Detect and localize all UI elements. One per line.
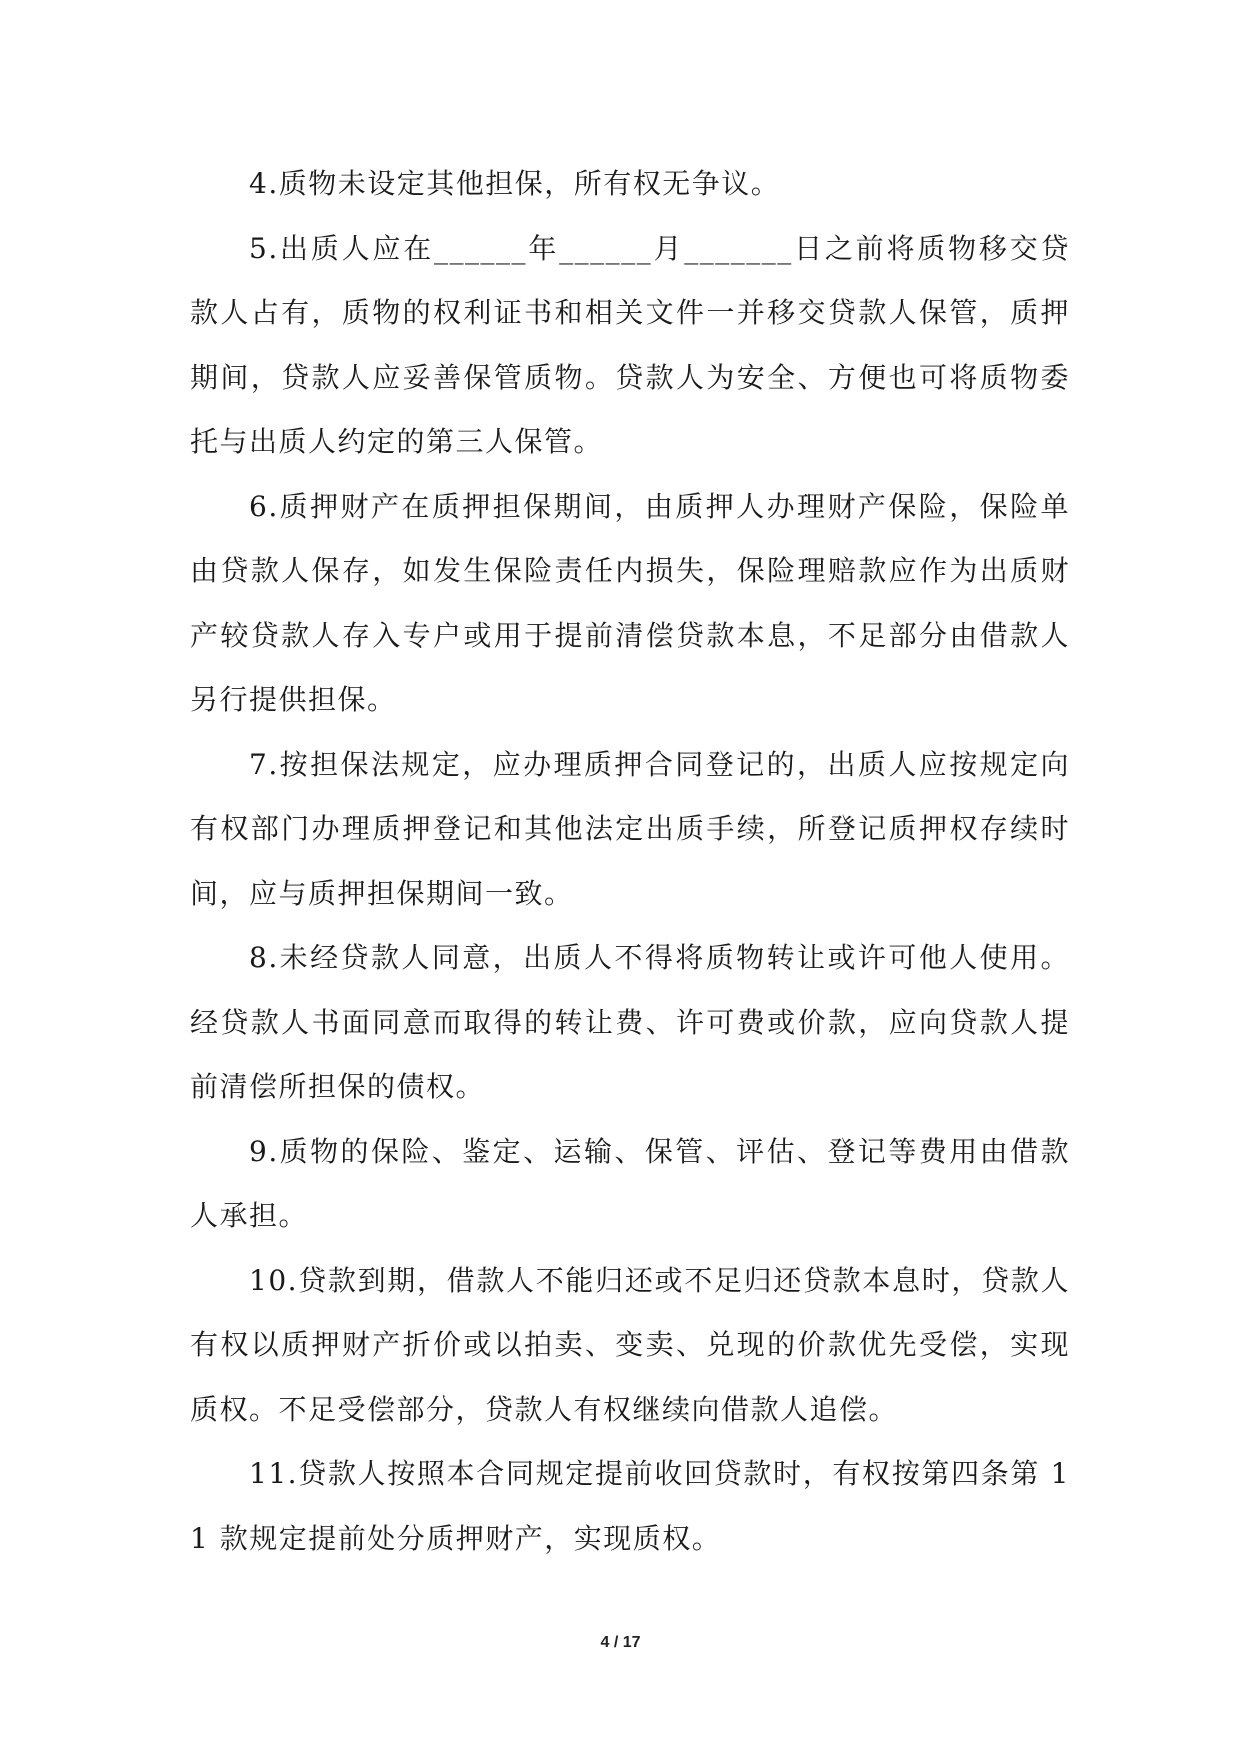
document-body [190, 152, 1070, 1571]
clause-7: 7.按担保法规定，应办理质押合同登记的，出质人应按规定向有权部门办理质押登记和其他法定出质手续，所登记质押权存续时间，应与质押担保期间一致。 [190, 747, 1070, 910]
clause-11: 11.贷款人按照本合同规定提前收回贷款时，有权按第四条第 11 款规定提前处分质押财产，实现质权。 [190, 1457, 1070, 1555]
clause-9: 9.质物的保险、鉴定、运输、保管、评估、登记等费用由借款人承担。 [190, 1134, 1070, 1232]
clause-8: 8.未经贷款人同意，出质人不得将质物转让或许可他人使用。经贷款人书面同意而取得的转让费、许可费或价款，应向贷款人提前清偿所担保的债权。 [190, 941, 1070, 1103]
clause-10: 10.贷款到期，借款人不能归还或不足归还贷款本息时，贷款人有权以质押财产折价或以拍卖、变卖、兑现的价款优先受偿，实现质权。不足受偿部分，贷款人有权继续向借款人追偿。 [190, 1263, 1070, 1426]
clause-5: 5.出质人应在______年______月_______日之前将质物移交贷款人占有，质物的权利证书和相关文件一并移交贷款人保管，质押期间，贷款人应妥善保管质物。贷款人为安全、方便也可将质物委托与出质人约定的第三人保管。 [190, 231, 1070, 458]
page-number: 4 / 17 [600, 1634, 641, 1651]
clause-4: 4.质物未设定其他担保，所有权无争议。 [249, 167, 781, 200]
clause-6: 6.质押财产在质押担保期间，由质押人办理财产保险，保险单由贷款人保存，如发生保险责任内损失，保险理赔款应作为出质财产较贷款人存入专户或用于提前清偿贷款本息，不足部分由借款人另行提供担保。 [190, 489, 1070, 716]
